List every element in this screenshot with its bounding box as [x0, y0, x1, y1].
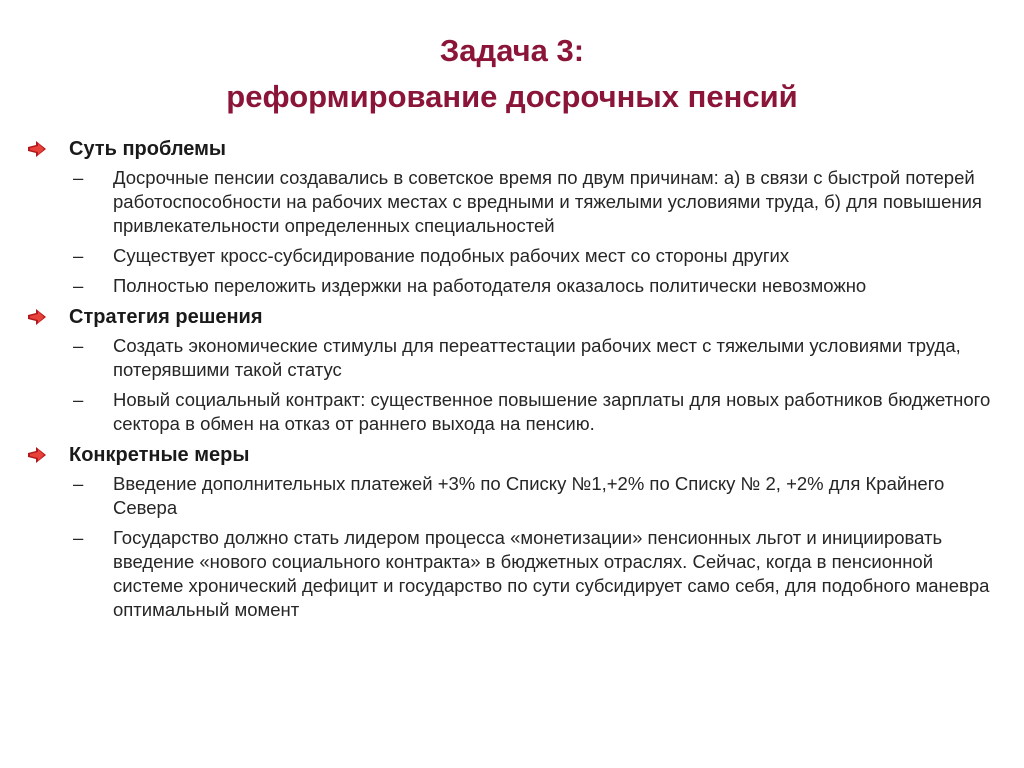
list-item-text: Полностью переложить издержки на работодателя оказалось политически невозможно — [113, 275, 867, 296]
section-problem — [28, 136, 998, 298]
dash-bullet: – — [73, 335, 84, 356]
list-item-text: Создать экономические стимулы для переаттестации рабочих мест с тяжелыми условиями труда, потерявшими такой статус — [113, 335, 961, 380]
list-item — [28, 244, 998, 268]
slide-title — [0, 28, 1024, 120]
section-items — [28, 472, 998, 622]
list-item — [28, 334, 998, 382]
list-item-text: Государство должно стать лидером процесса «монетизации» пенсионных льгот и инициировать введение «нового социального контракта» в бюджетных отраслях. Сейчас, когда в пенсионной системе хронический дефицит и государство по сути субсидирует само себя, для подобного маневра оптимальный момент — [113, 527, 990, 620]
dash-bullet: – — [73, 245, 84, 266]
slide-title-line-1: Задача 3: — [439, 33, 585, 68]
list-item — [28, 274, 998, 298]
section-measures — [28, 442, 998, 622]
dash-bullet: – — [73, 527, 84, 548]
list-item — [28, 388, 998, 436]
list-item-text: Существует кросс-субсидирование подобных рабочих мест со стороны других — [113, 245, 790, 266]
slide-title-line-2: реформирование досрочных пенсий — [226, 79, 798, 114]
dash-bullet: – — [73, 275, 84, 296]
list-item — [28, 166, 998, 238]
list-item — [28, 472, 998, 520]
section-heading — [28, 442, 998, 468]
section-strategy — [28, 304, 998, 436]
dash-bullet: – — [73, 167, 84, 188]
list-item-text: Досрочные пенсии создавались в советское время по двум причинам: а) в связи с быстрой потерей работоспособности на рабочих местах с вредными и тяжелыми условиями труда, б) для повышения привлекательности определенных специальностей — [113, 167, 982, 236]
list-item — [28, 526, 998, 622]
list-item-text: Введение дополнительных платежей +3% по Списку №1,+2% по Списку № 2, +2% для Крайнего Севера — [113, 473, 945, 518]
section-heading-text: Стратегия решения — [69, 306, 263, 328]
red-arrow-bullet-icon — [28, 447, 48, 463]
slide-content — [28, 136, 998, 628]
red-arrow-bullet-icon — [28, 309, 48, 325]
red-arrow-bullet-icon — [28, 141, 48, 157]
dash-bullet: – — [73, 389, 84, 410]
section-heading — [28, 136, 998, 162]
section-heading-text: Суть проблемы — [69, 138, 227, 160]
section-items — [28, 334, 998, 436]
section-heading — [28, 304, 998, 330]
section-heading-text: Конкретные меры — [69, 444, 250, 466]
dash-bullet: – — [73, 473, 84, 494]
section-items — [28, 166, 998, 298]
list-item-text: Новый социальный контракт: существенное повышение зарплаты для новых работников бюджетного сектора в обмен на отказ от раннего выхода на пенсию. — [113, 389, 991, 434]
